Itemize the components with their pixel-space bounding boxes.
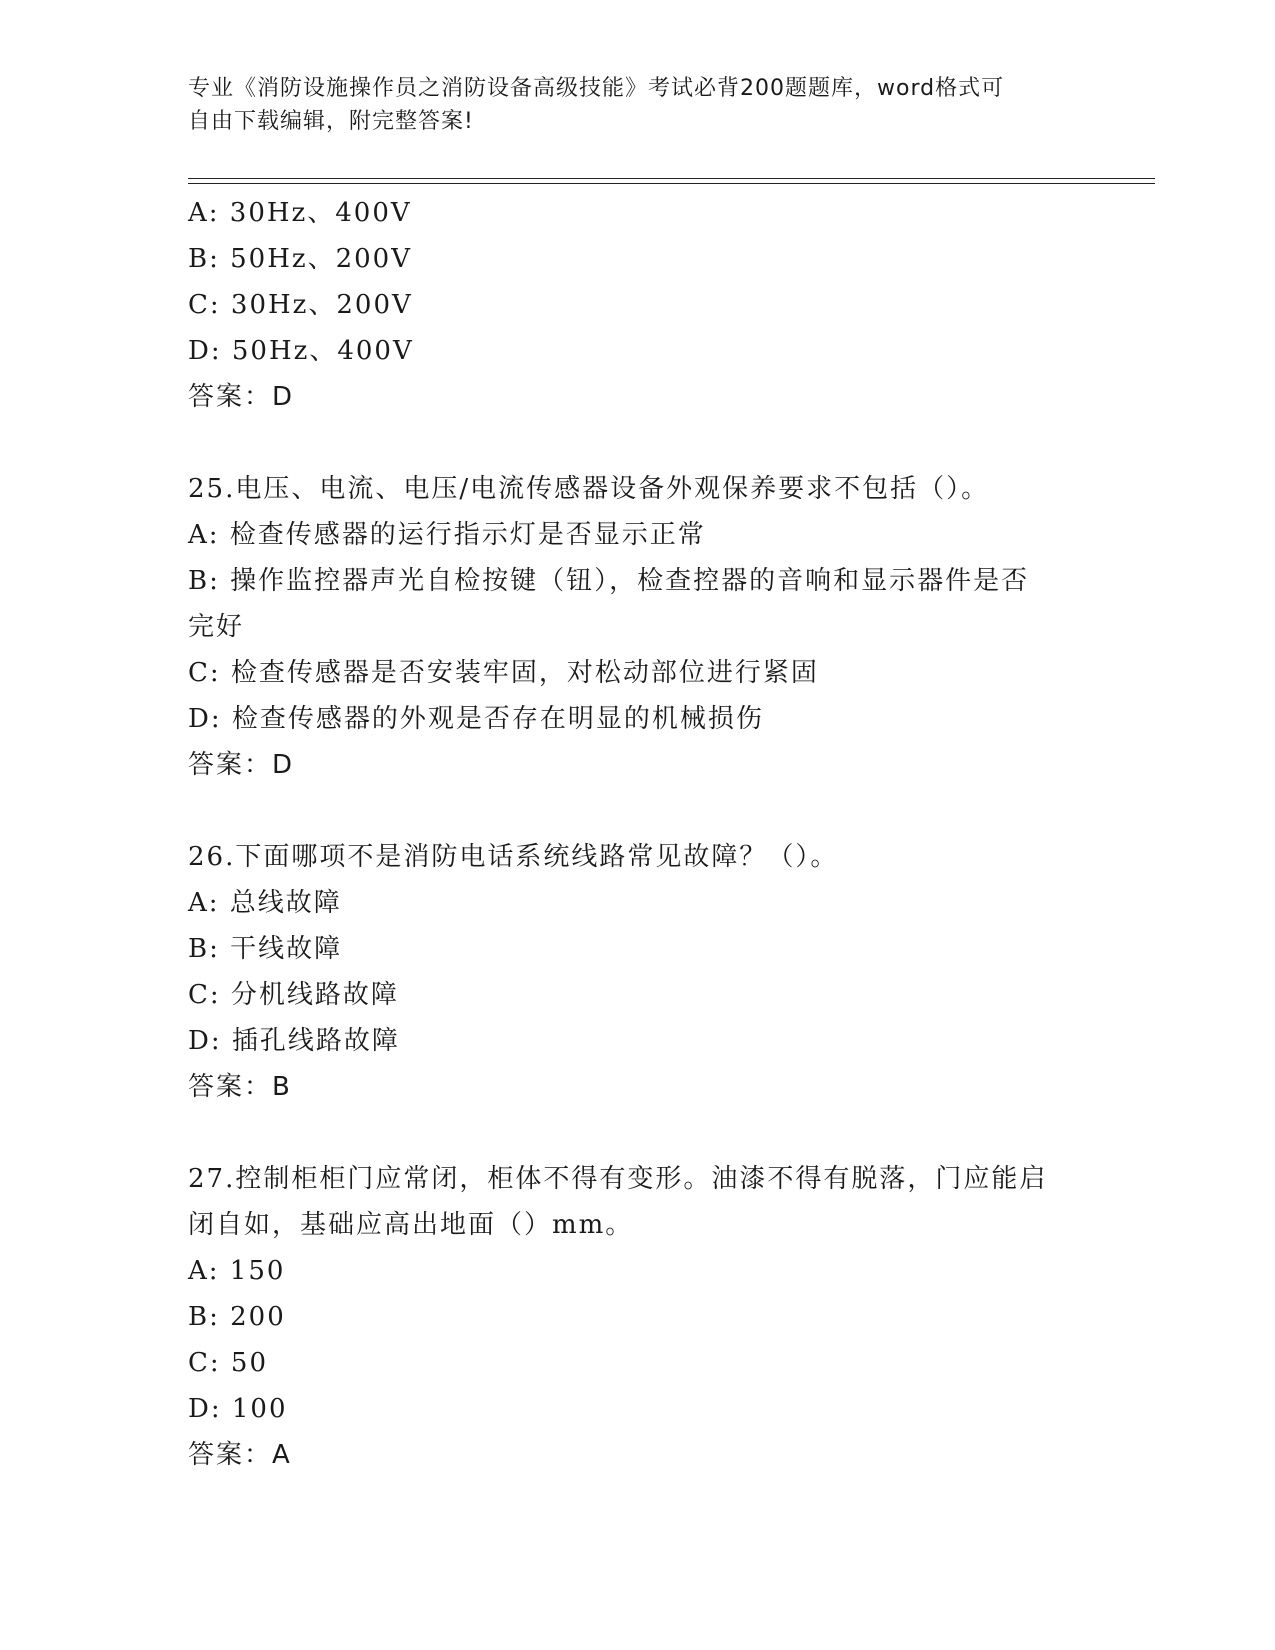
question-stem: 25.电压、电流、电压/电流传感器设备外观保养要求不包括（）。 xyxy=(188,474,990,504)
option-a: A: 总线故障 xyxy=(188,888,342,918)
question-stem-continued: 闭自如，基础应高出地面（）mm。 xyxy=(188,1210,634,1240)
option-a: A: 150 xyxy=(188,1256,286,1286)
option-b: B: 操作监控器声光自检按键（钮），检查控器的音响和显示器件是否 xyxy=(188,566,1030,596)
option-a: A: 30Hz、400V xyxy=(188,198,412,228)
option-b: B: 干线故障 xyxy=(188,934,343,964)
option-b-continued: 完好 xyxy=(188,612,245,642)
document-header xyxy=(188,72,1088,138)
question-27 xyxy=(188,1156,1088,1478)
option-c: C: 30Hz、200V xyxy=(188,290,413,320)
option-d: D: 100 xyxy=(188,1394,288,1424)
spacer xyxy=(188,788,1088,834)
answer-line: 答案：D xyxy=(188,750,295,780)
option-d: D: 50Hz、400V xyxy=(188,336,414,366)
option-d: D: 插孔线路故障 xyxy=(188,1026,400,1056)
question-24-continued xyxy=(188,190,1088,420)
header-line-2: 自由下载编辑，附完整答案! xyxy=(188,109,474,134)
option-b: B: 200 xyxy=(188,1302,286,1332)
option-a: A: 检查传感器的运行指示灯是否显示正常 xyxy=(188,520,706,550)
option-d: D: 检查传感器的外观是否存在明显的机械损伤 xyxy=(188,704,764,734)
spacer xyxy=(188,420,1088,466)
answer-line: 答案：D xyxy=(188,382,295,412)
option-b: B: 50Hz、200V xyxy=(188,244,412,274)
option-c: C: 分机线路故障 xyxy=(188,980,399,1010)
question-stem: 26.下面哪项不是消防电话系统线路常见故障？（）。 xyxy=(188,842,839,872)
answer-line: 答案：A xyxy=(188,1440,292,1470)
option-c: C: 检查传感器是否安装牢固，对松动部位进行紧固 xyxy=(188,658,819,688)
header-line-1: 专业《消防设施操作员之消防设备高级技能》考试必背200题题库，word格式可 xyxy=(188,76,1005,101)
answer-line: 答案：B xyxy=(188,1072,292,1102)
spacer xyxy=(188,1110,1088,1156)
question-25 xyxy=(188,466,1088,788)
option-c: C: 50 xyxy=(188,1348,269,1378)
question-26 xyxy=(188,834,1088,1110)
header-divider-top xyxy=(188,178,1155,179)
header-divider-bottom xyxy=(188,183,1155,184)
question-list xyxy=(188,190,1088,1478)
question-stem: 27.控制柜柜门应常闭，柜体不得有变形。油漆不得有脱落，门应能启 xyxy=(188,1164,1048,1194)
